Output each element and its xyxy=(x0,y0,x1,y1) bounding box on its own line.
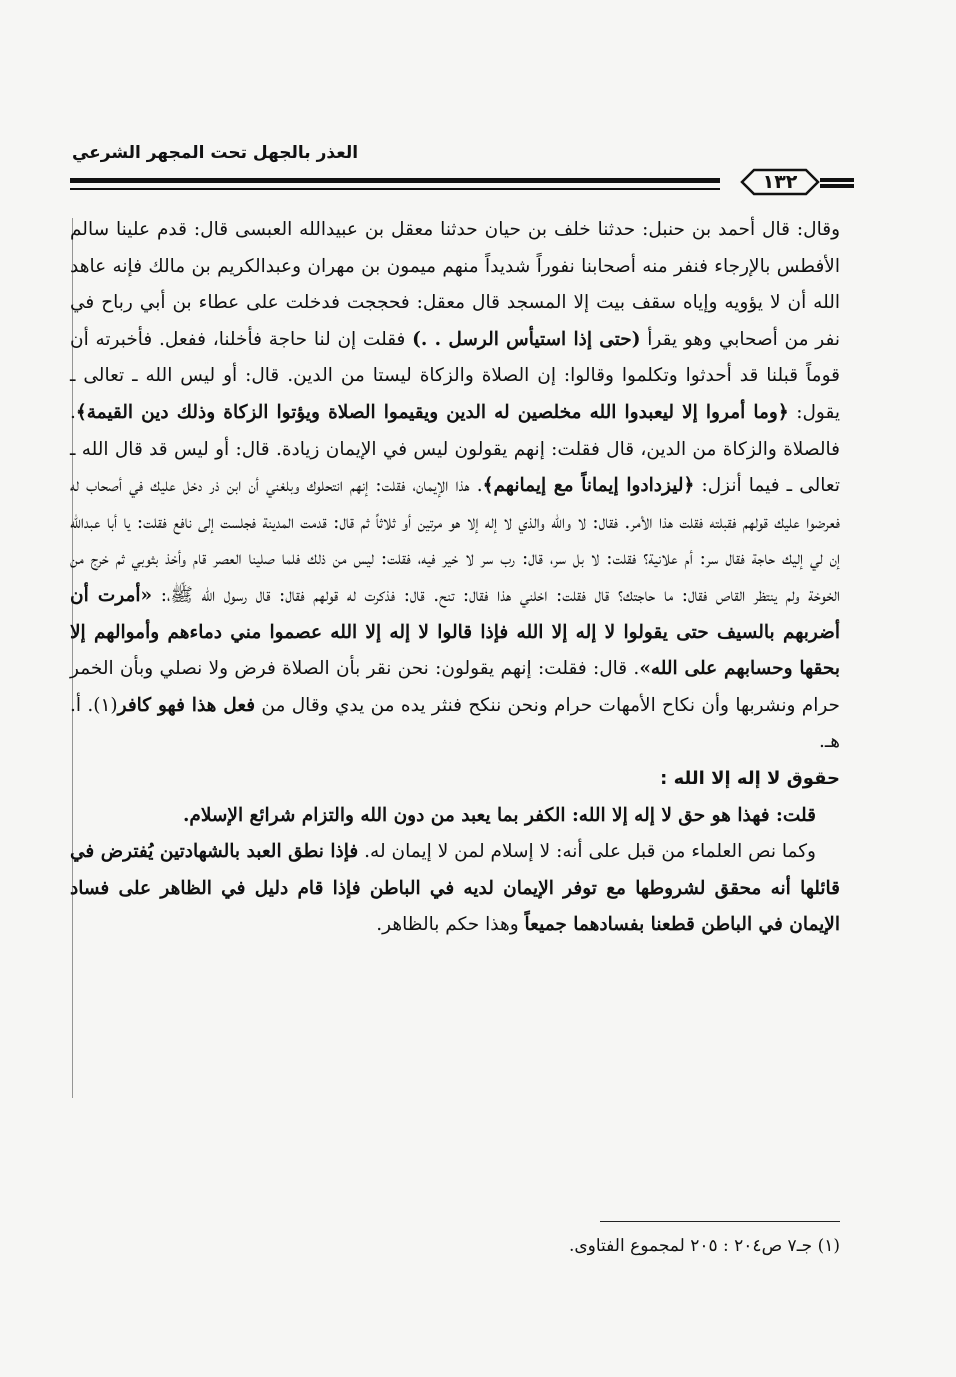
footnote-rule xyxy=(600,1221,840,1222)
text-run: (١). أ. هـ. xyxy=(70,694,840,753)
emphasis: فعل هذا فهو كافر xyxy=(117,694,256,716)
text-run: وهذا حكم بالظاهر. xyxy=(376,914,519,936)
text-run: وقال: قال أحمد بن حنبل: حدثنا خلف بن حيان حدثنا معقل بن عبيدالله العبسى قال: قدم علينا سالم الأفطس بالإرجاء فنفر منه أصحابنا نفوراً شديداً منهم ميمون بن مهران وعبدالكريم بن مالك فإنه عاهد الله أن لا يؤويه وإياه سقف بيت إلا المسجد قال معقل: فحججت فدخلت على عطاء بن أبي رباح في نفر من أصحابي وهو يقرأ xyxy=(70,219,840,350)
page-number-badge xyxy=(740,167,820,197)
hadith-quote: «أمرت أن أضربهم بالسيف حتى يقولوا لا إله إلا الله فإذا قالوا لا إله إلا الله عصموا مني دماءهم وأموالهم إلا بحقها وحسابهم على الله» xyxy=(70,584,840,680)
quran-quote: (حتى إذا استيأس الرسل . .) xyxy=(412,328,641,350)
text-run: فقلت إن لنا حاجة فأخلنا، ففعل. فأخبرته أن قوماً قبلنا قد أحدثوا وتكلموا وقالوا: إن الصلاة والزكاة ليستا من الدين. قال: أو ليس الله ـ تعالى ـ يقول: xyxy=(70,328,840,423)
emphasis: فإذا نطق العبد بالشهادتين يُفترض في قائلها أنه محقق لشروطها مع توفر الإيمان لديه في الباطن فإذا قام دليل في الظاهر على فساد الإيمان في الباطن قطعنا بفسادهما جميعاً xyxy=(70,841,840,936)
paragraph-rights xyxy=(70,798,840,835)
quran-quote: ﴿وما أمروا إلا ليعبدوا الله مخلصين له الدين ويقيموا الصلاة ويؤتوا الزكاة وذلك دين القيمة﴾ xyxy=(75,401,789,423)
text-run: . هذا الإيمان، فقلت: إنهم انتحلوك وبلغني أن ابن ذر دخل عليك في أصحاب له فعرضوا عليك قولهم فقبلته فقلت هذا الأمر. فقال: لا والله والذي لا إله إلا هو مرتين أو ثلاثاً ثم قال: قدمت المدينة فجلست إلى نافع فقلت: يا أبا عبدالله إن لي إليك حاجة فقال سر: أم علانية؟ فقلت: لا بل سر، قال: رب سر لا خير فيه، فقلت: ليس من ذلك فلما صلينا العصر قام وأخذ بثوبي ثم خرج من الخوخة ولم ينتظر القاص فقال: ما حاجتك؟ قال فقلت: اخلني هذا فقال: تنح. قال: فذكرت له قولهم فقال: قال رسول الله ﷺ،: xyxy=(70,475,840,606)
text-run: . قال: فقلت: إنهم يقولون: نحن نقر بأن الصلاة فرض ولا نصلي وبأن الخمر حرام ونشربها وأن نكاح الأمهات حرام ونحن ننكح فنثر يده من يدي وقال من xyxy=(70,658,840,716)
text-run: : فهذا هو حق لا إله إلا الله: الكفر بما يعبد من دون الله والتزام شرائع الإسلام. xyxy=(182,804,783,826)
page-number: ١٣٢ xyxy=(762,171,798,193)
footnote: (١) جـ٧ ص٢٠٤ : ٢٠٥ لمجموع الفتاوى. xyxy=(568,1236,840,1256)
quran-quote: ﴿ليزدادوا إيماناً مع إيمانهم﴾ xyxy=(482,475,695,497)
emphasis: قلت xyxy=(782,804,816,826)
paragraph-hadith-narration xyxy=(70,212,840,761)
main-text xyxy=(70,212,840,944)
text-run: وكما نص العلماء من قبل على أنه: لا إسلام لمن لا إيمان له. xyxy=(364,841,816,863)
header-rule-thin xyxy=(70,188,720,190)
text-run: . فالصلاة والزكاة من الدين، قال فقلت: إنهم يقولون ليس في الإيمان زيادة. قال: أو ليس قد قال الله ـ تعالى ـ فيما أنزل: xyxy=(70,401,840,497)
running-header-title: العذر بالجهل تحت المجهر الشرعي xyxy=(71,143,359,163)
section-heading: حقوق لا إله إلا الله : xyxy=(660,767,840,789)
paragraph-conclusion xyxy=(70,834,840,944)
header-rule-thick xyxy=(70,178,720,183)
header-ornament xyxy=(820,178,854,188)
